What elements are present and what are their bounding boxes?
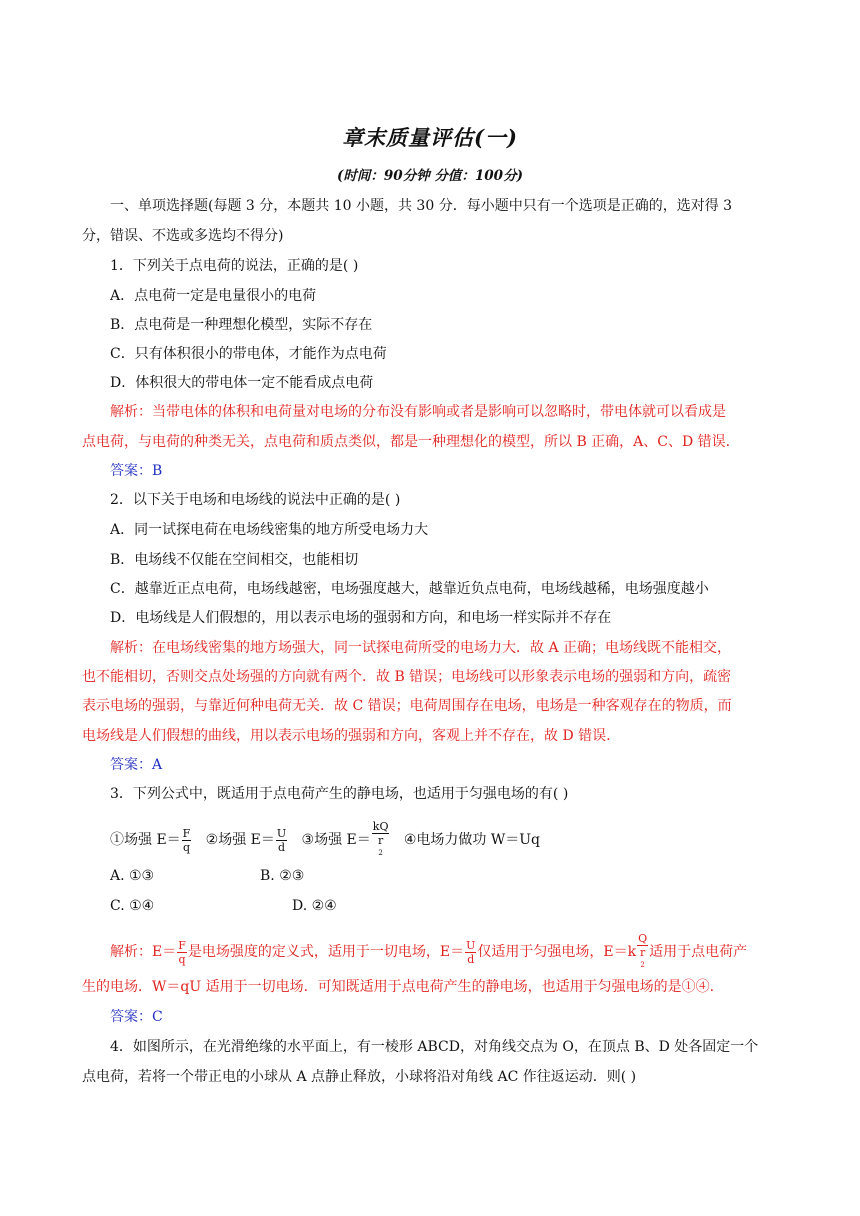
q4-stem: 4．如图所示，在光滑绝缘的水平面上，有一棱形 ABCD，对角线交点为 O，在顶点 B、D 处各固定一个 [110,1039,759,1055]
q1-analysis: 解析：当带电体的体积和电荷量对电场的分布没有影响或者是影响可以忽略时，带电体就可以看成是 [110,404,726,420]
q1-option-c: C．只有体积很小的带电体，才能作为点电荷 [110,346,387,362]
page-title: 章末质量评估(一) [342,125,518,150]
q2-option-c: C．越靠近正点电荷，电场线越密，电场强度越大，越靠近负点电荷，电场线越稀，电场强度越小 [110,581,709,597]
q2-stem: 2．以下关于电场和电场线的说法中正确的是( ) [110,492,401,508]
q3-formulas [110,820,810,860]
section-instructions-cont: 分，错误、不选或多选均不得分) [82,228,284,244]
q3-option-b: B. ②③ [260,868,305,884]
q2-answer: 答案：A [110,757,163,773]
q3-option-c: C. ①④ [110,898,155,914]
q2-option-d: D．电场线是人们假想的，用以表示电场的强弱和方向，和电场一样实际并不存在 [110,610,612,626]
q3-options-row-2 [110,896,810,916]
q3-option-d: D. ②④ [292,898,337,914]
q1-answer: 答案：B [110,463,163,479]
formula-2-fraction: $\frac{U}{d}$ [276,826,287,854]
q2-option-a: A．同一试探电荷在电场线密集的地方所受电场力大 [110,522,429,538]
formula-1-label: ①场强 E＝ [110,832,181,848]
q2-analysis-cont-3: 电场线是人们假想的曲线，用以表示电场的强弱和方向，客观上并不存在，故 D 错误. [82,728,611,744]
q1-option-a: A．点电荷一定是电量很小的电荷 [110,288,317,304]
q1-option-b: B．点电荷是一种理想化模型，实际不存在 [110,317,373,333]
formula-4-label: ④电场力做功 W＝Uq [403,832,540,848]
formula-3-fraction: kQ r 2 [372,820,389,857]
q2-analysis-cont-2: 表示电场的强弱，与靠近何种电荷无关．故 C 错误；电荷周围存在电场，电场是一种客观存在的物质，而 [82,698,732,714]
q2-option-b: B．电场线不仅能在空间相交，也能相切 [110,552,359,568]
q2-analysis-cont-1: 也不能相切，否则交点处场强的方向就有两个．故 B 错误；电场线可以形象表示电场的强弱和方向，疏密 [82,669,732,685]
q1-analysis-cont: 点电荷，与电荷的种类无关，点电荷和质点类似，都是一种理想化的模型，所以 B 正确，A、C、D 错误. [82,434,731,450]
page-subtitle: (时间：90分钟 分值：100分) [337,168,523,184]
q3-answer: 答案：C [110,1009,163,1025]
formula-3-label: ③场强 E＝ [301,832,371,848]
q2-analysis: 解析：在电场线密集的地方场强大，同一试探电荷所受的电场力大．故 A 正确；电场线既不能相交， [110,640,732,656]
q4-stem-cont: 点电荷，若将一个带正电的小球从 A 点静止释放，小球将沿对角线 AC 作往返运动．则( ) [82,1069,637,1085]
q3-stem: 3．下列公式中，既适用于点电荷产生的静电场，也适用于匀强电场的有( ) [110,786,569,802]
q3-analysis: 解析：E＝ $\frac{F}{q}$ 是电场强度的定义式，适用于一切电场，E＝ $\frac{U}{d}$ 仅适用于匀强电场，E＝k Q r 2 适用于点电荷产 [110,932,748,969]
q1-stem: 1．下列关于点电荷的说法，正确的是( ) [110,258,359,274]
q1-option-d: D．体积很大的带电体一定不能看成点电荷 [110,375,374,391]
formula-2-label: ②场强 E＝ [205,832,275,848]
section-instructions: 一、单项选择题(每题 3 分，本题共 10 小题，共 30 分．每小题中只有一个选项是正确的，选对得 3 [110,198,733,214]
q3-options-row-1 [110,866,810,886]
q3-analysis-cont: 生的电场．W＝qU 适用于一切电场．可知既适用于点电荷产生的静电场，也适用于匀强电场的是①④. [82,979,715,995]
q3-option-a: A. ①③ [110,868,155,884]
formula-1-fraction: $\frac{F}{q}$ [182,826,191,854]
